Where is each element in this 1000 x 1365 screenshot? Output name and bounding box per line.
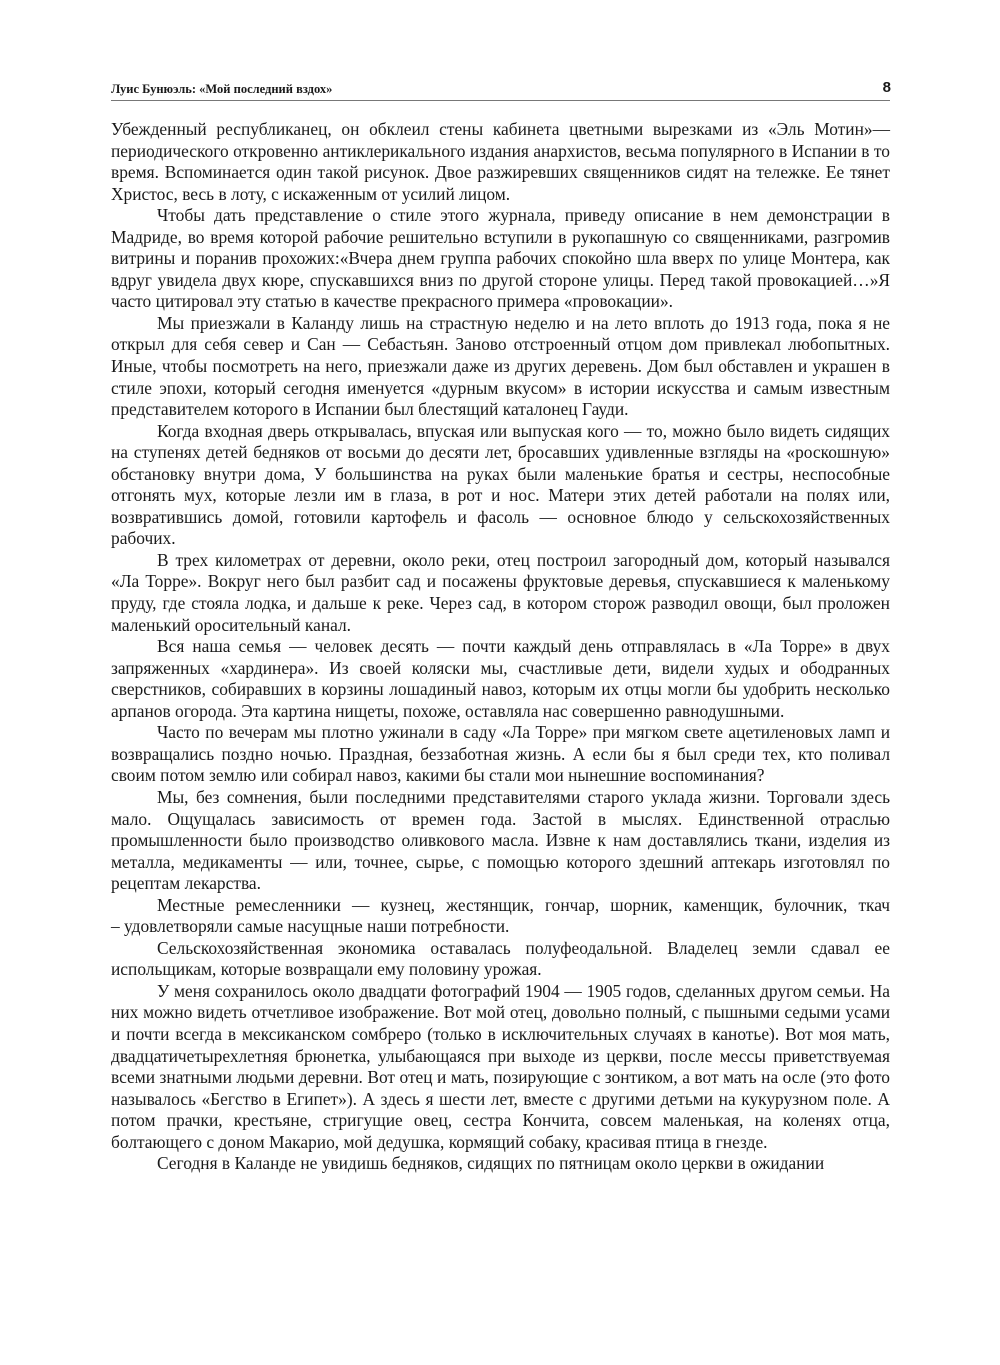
paragraph: Убежденный республиканец, он обклеил стены кабинета цветными вырезками из «Эль Мотин»— периодического откровенно антиклерикального издания анархистов, весьма популярного в Испании в то время. Вспоминается один такой рисунок. Двое разжиревших священников сидят на тележке. Ее тянет Христос, весь в лоту, с искаженным от усилий лицом.: [111, 119, 890, 204]
document-page: [111, 78, 890, 1175]
paragraph: В трех километрах от деревни, около реки, отец построил загородный дом, который назывался «Ла Торре». Вокруг него был разбит сад и посажены фруктовые деревья, спускавшиеся к маленькому пруду, где стояла лодка, и дальше к реке. Через сад, в котором сторож разводил овощи, был проложен маленький оросительный канал.: [111, 549, 890, 635]
paragraph: Местные ремесленники — кузнец, жестянщик, гончар, шорник, каменщик, булочник, ткач: [157, 894, 890, 915]
running-header: [111, 78, 890, 101]
paragraph: – удовлетворяли самые насущные наши потребности.: [111, 916, 510, 937]
header-title: Луис Бунюэль: «Мой последний вздох»: [111, 82, 333, 96]
paragraph: Мы, без сомнения, были последними представителями старого уклада жизни. Торговали здесь мало. Ощущалась зависимость от времен года. Застой в мыслях. Единственной отраслью промышленности было производство оливкового масла. Извне к нам доставлялись ткани, изделия из металла, медикаменты — или, точнее, сырье, с помощью которого здешний аптекарь изготовлял по рецептам лекарства.: [111, 786, 890, 894]
paragraph: Мы приезжали в Каланду лишь на страстную неделю и на лето вплоть до 1913 года, пока я не открыл для себя север и Сан — Себастьян. Заново отстроенный отцом дом привлекал любопытных. Иные, чтобы посмотреть на него, приезжали даже из других деревень. Дом был обставлен и украшен в стиле эпохи, который сегодня именуется «дурным вкусом» в истории искусства и самым известным представителем которого в Испании был блестящий каталонец Гауди.: [111, 312, 890, 420]
paragraph: Сегодня в Каланде не увидишь бедняков, сидящих по пятницам около церкви в ожидании: [157, 1153, 825, 1174]
paragraph: Чтобы дать представление о стиле этого журнала, приведу описание в нем демонстрации в Мадриде, во время которой рабочие решительно вступили в рукопашную со священниками, разгромив витрины и поранив прохожих:«Вчера днем группа рабочих спокойно шла вверх по улице Монтера, как вдруг увидела двух кюре, спускавшихся вниз по другой стороне улицы. Перед такой провокацией…»Я часто цитировал эту статью в качестве прекрасного примера «провокации».: [111, 205, 890, 312]
paragraph: Вся наша семья — человек десять — почти каждый день отправлялась в «Ла Торре» в двух запряженных «хардинера». Из своей коляски мы, счастливые дети, видели худых и ободранных сверстников, собиравших в корзины лошадиный навоз, которым их отцы могли бы удобрить несколько арпанов огорода. Эта картина нищеты, похоже, оставляла нас совершенно равнодушными.: [111, 636, 890, 721]
paragraph: Сельскохозяйственная экономика оставалась полуфеодальной. Владелец земли сдавал ее испольщикам, которые возвращали ему половину урожая.: [111, 937, 890, 980]
paragraph: Часто по вечерам мы плотно ужинали в саду «Ла Торре» при мягком свете ацетиленовых ламп и возвращались поздно ночью. Праздная, беззаботная жизнь. А если бы я был среди тех, кто поливал своим потом землю или собирал навоз, какими бы стали мои нынешние воспоминания?: [111, 722, 890, 786]
paragraph: У меня сохранилось около двадцати фотографий 1904 — 1905 годов, сделанных другом семьи. На них можно видеть отчетливое изображение. Вот мой отец, довольно полный, с пышными седыми усами и почти всегда в мексиканском сомбреро (только в исключительных случаях в канотье). Вот моя мать, двадцатичетырехлетняя брюнетка, улыбающаяся при выходе из церкви, после мессы приветствуемая всеми знатными людьми деревни. Вот отец и мать, позирующие с зонтиком, а вот мать на осле (это фото называлось «Бегство в Египет»). А здесь я шести лет, вместе с другими детьми на кукурузном поле. А потом прачки, крестьяне, стригущие овец, сестра Кончита, совсем маленькая, на коленях отца, болтающего с доном Макарио, мой дедушка, кормящий собаку, красивая птица в гнезде.: [111, 980, 890, 1152]
paragraph: Когда входная дверь открывалась, впуская или выпуская кого — то, можно было видеть сидящих на ступенях детей бедняков от восьми до десяти лет, бросавших удивленные взгляды на «роскошную» обстановку внутри дома, У большинства на руках были маленькие братья и сестры, неспособные отгонять мух, которые лезли им в глаза, в рот и нос. Матери этих детей работали на полях или, возвратившись домой, готовили картофель и фасоль — основное блюдо у сельскохозяйственных рабочих.: [111, 420, 890, 549]
page-number: 8: [882, 79, 891, 96]
body-text: [111, 119, 890, 1175]
